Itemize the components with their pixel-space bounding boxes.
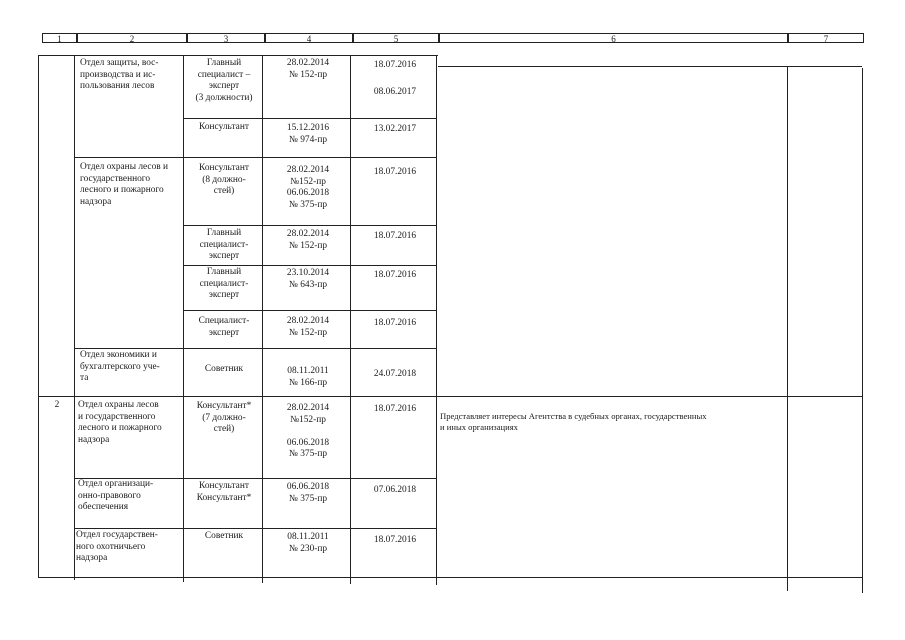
col-number-6: 6	[439, 33, 788, 43]
col-number-3: 3	[187, 33, 265, 43]
grid-line	[74, 55, 75, 580]
date-cell: 18.07.2016 08.06.2017	[373, 60, 417, 97]
document-cell: 28.02.2014 № 152-пр	[286, 316, 330, 338]
department-cell: Отдел экономики и бухгалтерского уче- та	[80, 350, 160, 383]
table-border-left	[38, 55, 39, 577]
col-number-2: 2	[77, 33, 187, 43]
grid-line	[38, 55, 438, 56]
grid-line	[183, 118, 436, 119]
col-number-4: 4	[265, 33, 353, 43]
grid-line	[438, 66, 862, 67]
position-cell: Главный специалист – эксперт (3 должности)	[195, 58, 253, 103]
document-cell: 15.12.2016 № 974-пр	[286, 123, 330, 145]
document-cell: 28.02.2014 № 152-пр	[286, 58, 330, 80]
date-cell: 07.06.2018	[373, 485, 417, 495]
position-cell: Главный специалист- эксперт	[199, 267, 249, 300]
document-cell: 28.02.2014 №152-пр 06.06.2018 № 375-пр	[286, 403, 330, 459]
department-cell: Отдел защиты, вос- производства и ис- пользования лесов	[80, 58, 159, 91]
grid-line	[183, 310, 436, 311]
date-cell: 13.02.2017	[373, 124, 417, 134]
date-cell: 18.07.2016	[373, 270, 417, 280]
grid-line	[74, 348, 436, 349]
grid-line	[787, 66, 788, 591]
date-cell: 24.07.2018	[373, 369, 417, 379]
grid-line	[74, 528, 436, 529]
table-border-right	[862, 68, 863, 593]
grid-line	[183, 55, 184, 582]
document-cell: 08.11.2011 № 166-пр	[287, 366, 329, 388]
date-cell: 18.07.2016	[373, 535, 417, 545]
col-number-5: 5	[353, 33, 439, 43]
date-cell: 18.07.2016	[373, 404, 417, 414]
date-cell: 18.07.2016	[373, 167, 417, 177]
document-cell: 06.06.2018 № 375-пр	[286, 482, 330, 504]
position-cell: Советник	[204, 531, 244, 541]
function-cell: Представляет интересы Агентства в судебных органах, государственных и иных организациях	[440, 411, 707, 432]
department-cell: Отдел охраны лесов и государственного лесного и пожарного надзора	[80, 162, 169, 207]
table-border-bottom	[38, 577, 862, 578]
document-cell: 28.02.2014 № 152-пр	[286, 229, 330, 251]
position-cell: Консультант	[199, 122, 249, 132]
position-cell: Специалист- эксперт	[198, 316, 250, 338]
row-number: 2	[54, 400, 60, 410]
date-cell: 18.07.2016	[373, 318, 417, 328]
position-cell: Консультант Консультант*	[196, 481, 252, 503]
document-cell: 23.10.2014 № 643-пр	[286, 268, 330, 290]
col-number-1: 1	[42, 33, 77, 43]
grid-line	[183, 265, 436, 266]
col-number-7: 7	[788, 33, 864, 43]
document-cell: 28.02.2014 №152-пр 06.06.2018 № 375-пр	[286, 165, 330, 210]
position-cell: Главный специалист- эксперт	[199, 228, 249, 261]
department-cell: Отдел охраны лесов и государственного лесного и пожарного надзора	[78, 400, 162, 445]
position-cell: Консультант (8 должно- стей)	[199, 163, 249, 196]
date-cell: 18.07.2016	[373, 231, 417, 241]
grid-line	[38, 396, 862, 397]
department-cell: Отдел государствен- ного охотничьего надзора	[76, 530, 158, 563]
department-cell: Отдел организаци- онно-правового обеспечения	[78, 479, 154, 512]
position-cell: Советник	[204, 364, 244, 374]
position-cell: Консультант* (7 должно- стей)	[196, 401, 252, 434]
document-cell: 08.11.2011 № 230-пр	[287, 532, 329, 554]
grid-line	[74, 157, 436, 158]
grid-line	[183, 225, 436, 226]
